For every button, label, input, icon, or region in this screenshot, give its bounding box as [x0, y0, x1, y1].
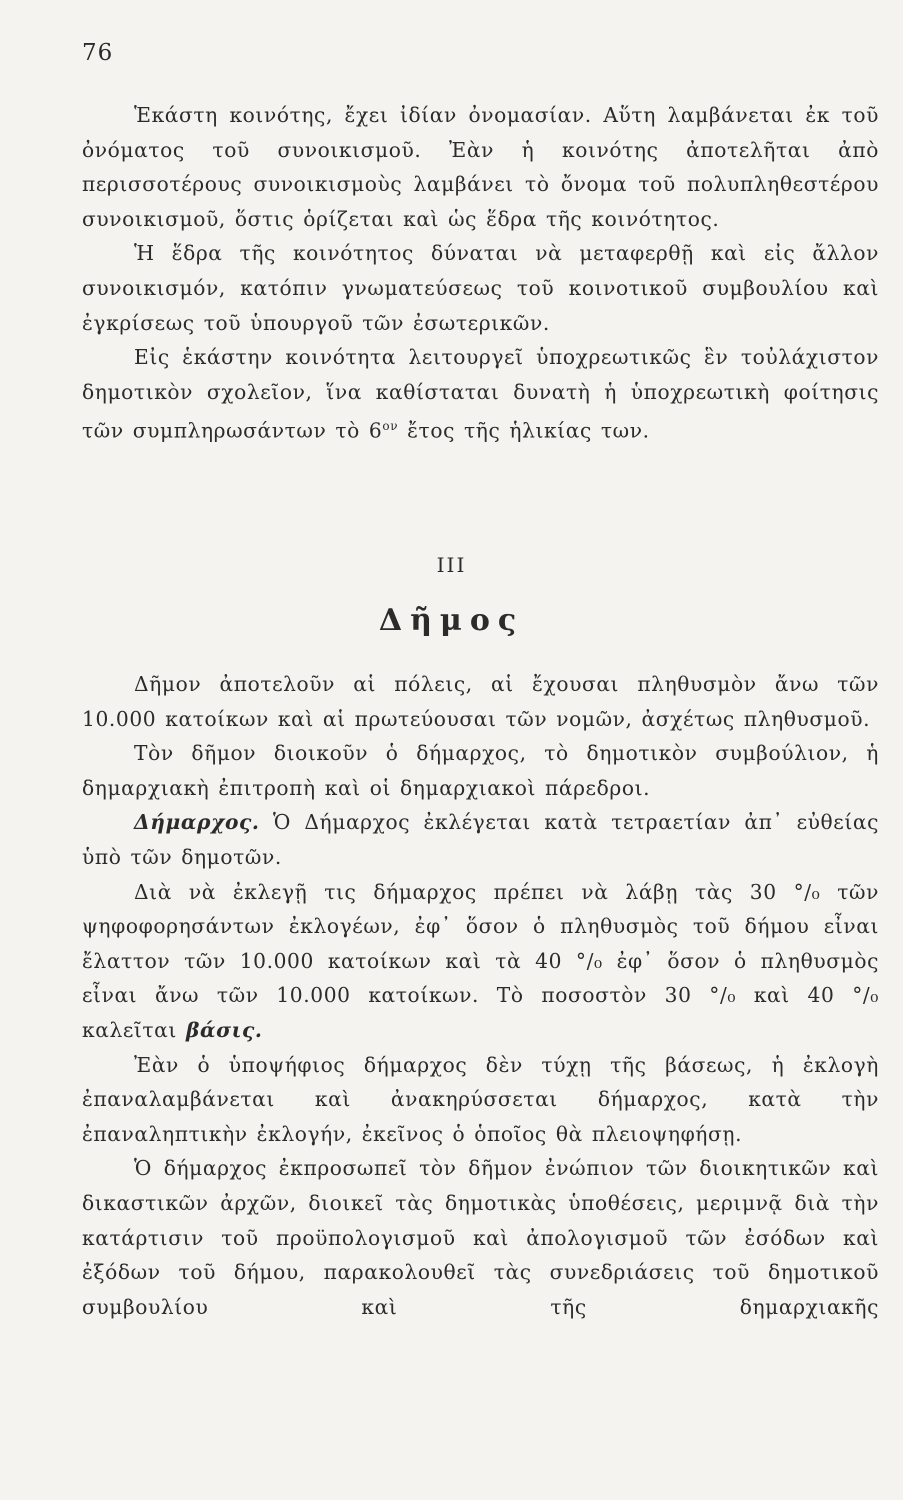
paragraph-mayor-election	[82, 805, 879, 874]
text-block-municipality	[82, 667, 879, 1324]
paragraph-community-school	[82, 340, 879, 449]
paragraph-municipality-administration: Τὸν δῆμον διοικοῦν ὁ δήμαρχος, τὸ δημοτικὸν συμβούλιον, ἡ δημαρχιακὴ ἐπιτροπὴ καὶ οἱ δημαρχιακοὶ πάρεδροι.	[82, 741, 879, 800]
paragraph-election-threshold	[82, 875, 879, 1048]
runin-heading-mayor: Δήμαρχος.	[134, 810, 260, 835]
school-text-end: ἔτος τῆς ἡλικίας των.	[398, 419, 650, 444]
text-block-community	[82, 98, 879, 449]
threshold-text: Διὰ νὰ ἐκλεγῇ τις δήμαρχος πρέπει νὰ λάβῃ τὰς 30 °/₀ τῶν ψηφοφορησάντων ἐκλογέων, ἐφ᾽ ὅσον ὁ πληθυσμὸς τοῦ δήμου εἶναι ἔλαττον τῶν 10.000 κατοίκων καὶ τὰ 40 °/₀ ἐφ᾽ ὅσον ὁ πληθυσμὸς εἶναι ἄνω τῶν 10.000 κατοίκων. Τὸ ποσοστὸν 30 °/₀ καὶ 40 °/₀ καλεῖται	[82, 879, 879, 1042]
paragraph-mayor-duties: Ὁ δήμαρχος ἐκπροσωπεῖ τὸν δῆμον ἐνώπιον τῶν διοικητικῶν καὶ δικαστικῶν ἀρχῶν, διοικεῖ τὰς δημοτικὰς ὑποθέσεις, μεριμνᾷ διὰ τὴν κατάρτισιν τοῦ προϋπολογισμοῦ καὶ ἀπολογισμοῦ τῶν ἐσόδων καὶ ἐξόδων τοῦ δήμου, παρακολουθεῖ τὰς συνεδριάσεις τοῦ δημοτικοῦ συμβουλίου καὶ τῆς δημαρχιακῆς	[82, 1156, 879, 1319]
paragraph-municipality-definition: Δῆμον ἀποτελοῦν αἱ πόλεις, αἱ ἔχουσαι πληθυσμὸν ἄνω τῶν 10.000 κατοίκων καὶ αἱ πρωτεύουσαι τῶν νομῶν, ἀσχέτως πληθυσμοῦ.	[82, 672, 879, 731]
section-title: Δῆμος	[378, 603, 525, 638]
section-numeral: III	[436, 553, 467, 577]
school-text-start: Εἰς ἑκάστην κοινότητα λειτουργεῖ ὑποχρεωτικῶς ἓν τοὐλάχιστον δημοτικὸν σχολεῖον, ἵνα καθίσταται δυνατὴ ἡ ὑποχρεωτικὴ φοίτησις τῶν συμπληρωσάντων τὸ 6	[82, 345, 879, 444]
mayor-election-text: Ὁ Δήμαρχος ἐκλέγεται κατὰ τετραετίαν ἀπ᾽ εὐθείας ὑπὸ τῶν δημοτῶν.	[82, 810, 879, 869]
paragraph-community-seat: Ἡ ἕδρα τῆς κοινότητος δύναται νὰ μεταφερθῇ καὶ εἰς ἄλλον συνοικισμόν, κατόπιν γνωματεύσεως τοῦ κοινοτικοῦ συμβουλίου καὶ ἐγκρίσεως τοῦ ὑπουργοῦ τῶν ἐσωτερικῶν.	[82, 241, 879, 335]
paragraph-repeat-election: Ἐὰν ὁ ὑποψήφιος δήμαρχος δὲν τύχῃ τῆς βάσεως, ἡ ἐκλογὴ ἐπαναλαμβάνεται καὶ ἀνακηρύσσεται δήμαρχος, κατὰ τὴν ἐπαναληπτικὴν ἐκλογήν, ἐκεῖνος ὁ ὁποῖος θὰ πλειοψηφήσῃ.	[82, 1052, 879, 1146]
page-number: 76	[82, 40, 114, 66]
paragraph-community-name: Ἑκάστη κοινότης, ἔχει ἰδίαν ὀνομασίαν. Αὕτη λαμβάνεται ἐκ τοῦ ὀνόματος τοῦ συνοικισμοῦ. Ἐὰν ἡ κοινότης ἀποτελῆται ἀπὸ περισσοτέρους συνοικισμοὺς λαμβάνει τὸ ὄνομα τοῦ πολυπληθεστέρου συνοικισμοῦ, ὅστις ὁρίζεται καὶ ὡς ἕδρα τῆς κοινότητος.	[82, 103, 879, 231]
term-basis: βάσις.	[185, 1017, 263, 1042]
ordinal-superscript: ον	[382, 419, 399, 434]
